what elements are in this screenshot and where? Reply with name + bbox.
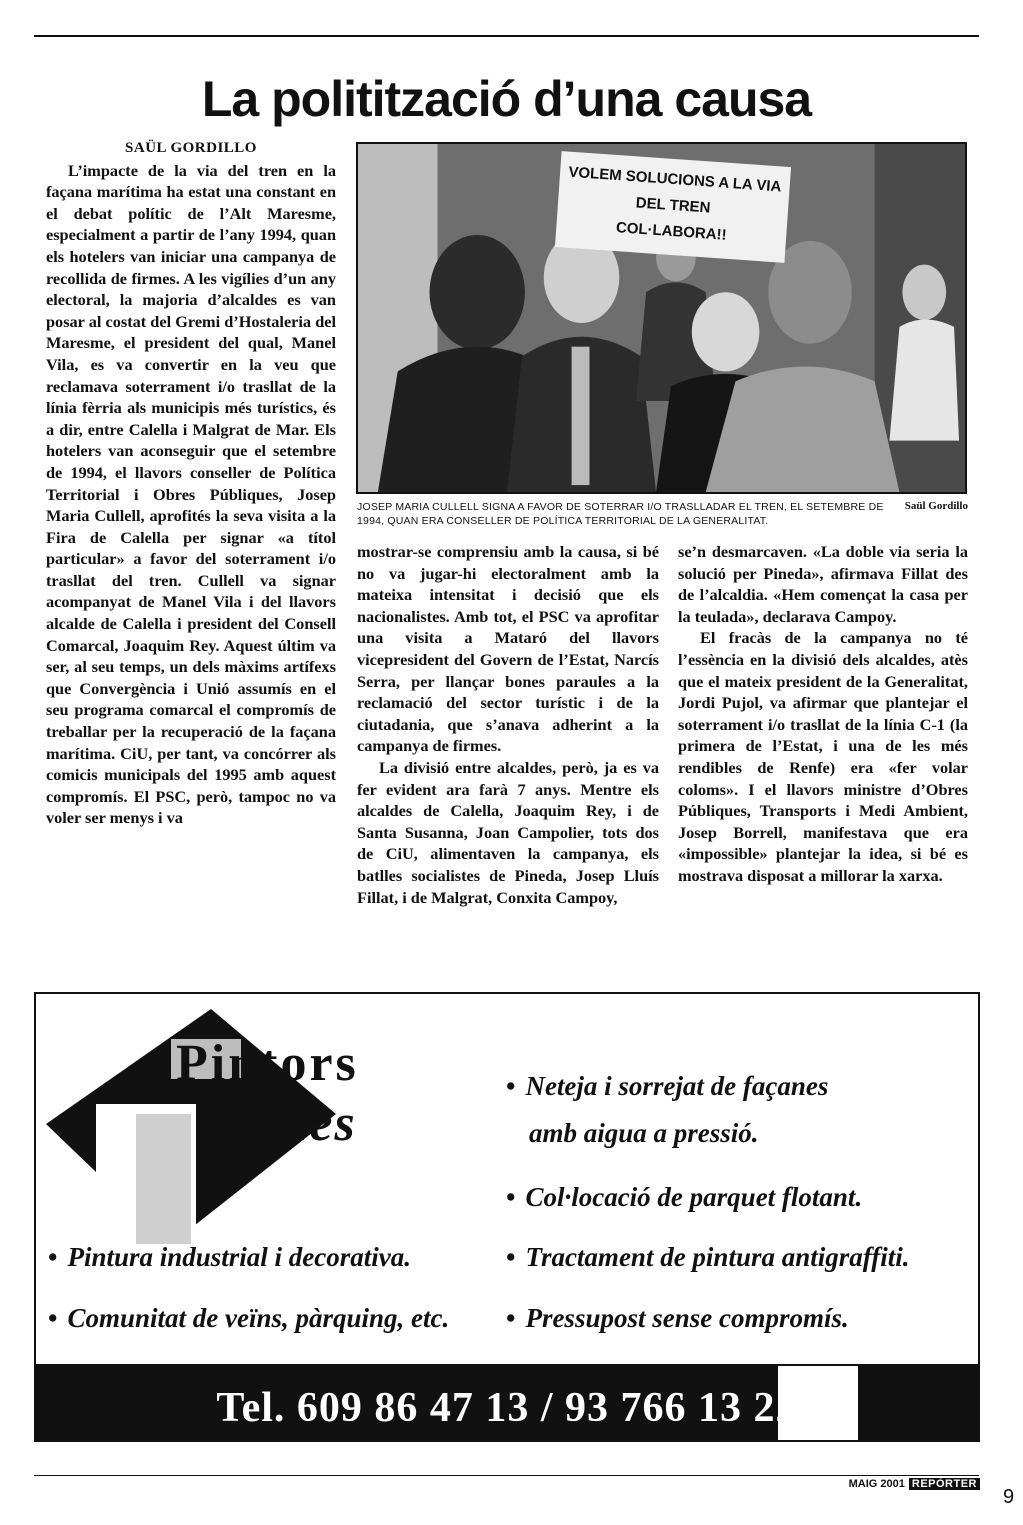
article-column-2 <box>357 541 659 908</box>
photo-credit: Saül Gordillo <box>904 500 968 512</box>
magazine-name: REPÒRTER <box>909 1478 980 1490</box>
footer-label <box>800 1478 980 1490</box>
ad-service-item: • Col·locació de parquet flotant. <box>506 1182 863 1212</box>
ad-service-item: • Pressupost sense compromís. <box>506 1303 849 1333</box>
bottom-rule <box>34 1475 979 1476</box>
protest-banner <box>555 151 791 263</box>
paragraph: El fracàs de la campanya no té l’essència en la divisió dels alcaldes, atès que el mateix president de la Generalitat, Jordi Pujol, va afirmar que plantejar el soterrament i/o trasllat de la línia C-1 (la primera de l’Estat, i una de les més rendibles de Renfe) era «fer volar coloms». I el llavors ministre d’Obres Públiques, Transports i Medi Ambient, Josep Borrell, manifestava que era «impossible» plantejar la idea, si bé es mostrava disposat a millorar la xarxa. <box>678 628 968 885</box>
banner-text: VOLEM SOLUCIONS A LA VIA DEL TREN <box>567 163 782 217</box>
ad-service-item: • Comunitat de veïns, pàrquing, etc. <box>48 1303 450 1333</box>
paragraph: se’n desmarcaven. «La doble via seria la solució per Pineda», afirmava Fillat des de l’alcaldia. «Hem començat la casa per la teulada», declarava Campoy. <box>678 542 968 626</box>
paragraph: La divisió entre alcaldes, però, ja es va fer evident ara farà 7 anys. Mentre els alcaldes de Calella, Joaquim Rey, i de Santa Susanna, Joan Campolier, tots dos de CiU, alimentaven la campanya, els batlles socialistes de Pineda, Josep Lluís Fillat, i de Malgrat, Conxita Campoy, <box>357 757 659 907</box>
advertisement <box>34 992 980 1442</box>
ad-brand-name: Pintors <box>176 1035 359 1092</box>
photo-caption: JOSEP MARIA CULLELL SIGNA A FAVOR DE SOTERRAR I/O TRASLLADAR EL TREN, EL SETEMBRE DE 1994, QUAN ERA CONSELLER DE POLÍTICA TERRITORIAL DE LA GENERALITAT. <box>357 501 884 527</box>
ad-brand-name: Carles <box>206 1095 357 1152</box>
article-column-3 <box>678 541 968 887</box>
ad-service-item: • Tractament de pintura antigraffiti. <box>506 1242 910 1272</box>
article-column-1 <box>46 138 336 829</box>
ad-phone-number: Tel. 609 86 47 13 / 93 766 13 22 <box>216 1385 798 1431</box>
paragraph: L’impacte de la via del tren en la façana marítima ha estat una constant en el debat polític de l’Alt Maresme, especialment a partir de l’any 1994, quan els hotelers van iniciar una campanya de recollida de firmes. A les vigílies d’un any electoral, la majoria d’alcaldes es van posar al costat del Gremi d’Hostaleria del Maresme, el president del qual, Manel Vila, es va convertir en la veu que reclamava soterrament i/o trasllat de la línia fèrria als municipis més turístics, és a dir, entre Calella i Malgrat de Mar. Els hotelers van aconseguir que el setembre de 1994, el llavors conseller de Política Territorial i Obres Públiques, Josep Maria Cullell, aprofités la seva visita a la Fira de Calella per signar «a títol particular» a favor del soterrament i/o trasllat del tren. Cullell va signar acompanyat de Manel Vila i del llavors alcalde de Calella i president del Consell Comarcal, Joaquim Rey. Aquest últim va ser, al seu temps, un dels màxims artífexs que Convergència i Unió assumís en el seu programa comarcal el compromís de treballar per la recuperació de la façana marítima. CiU, per tant, va concórrer als comicis municipals del 1995 amb aquest compromís. El PSC, però, tampoc no va voler ser menys i va <box>46 160 336 828</box>
issue-date: MAIG 2001 <box>848 1478 905 1490</box>
byline: SAÜL GORDILLO <box>125 140 257 156</box>
banner-text: COL·LABORA!! <box>615 219 728 244</box>
paragraph: mostrar-se comprensiu amb la causa, si bé no va jugar-hi electoralment amb la mateixa intensitat i decisió que els nacionalistes. Amb tot, el PSC va aprofitar una visita a Mataró del llavors vicepresident del Govern de l’Estat, Narcís Serra, per llançar bones paraules a la reclamació del sector turístic i de la ciutadania, que s’anava adherint a la campanya de firmes. <box>357 542 659 756</box>
page-number: 9 <box>1003 1486 1015 1508</box>
ad-service-item: • Neteja i sorrejat de façanes <box>506 1071 829 1101</box>
article-photo <box>356 142 967 494</box>
article-title: La politització d’una causa <box>201 71 812 127</box>
top-rule <box>34 35 979 37</box>
ad-service-item: amb aigua a pressió. <box>529 1118 759 1148</box>
ad-service-item: • Pintura industrial i decorativa. <box>48 1242 412 1272</box>
